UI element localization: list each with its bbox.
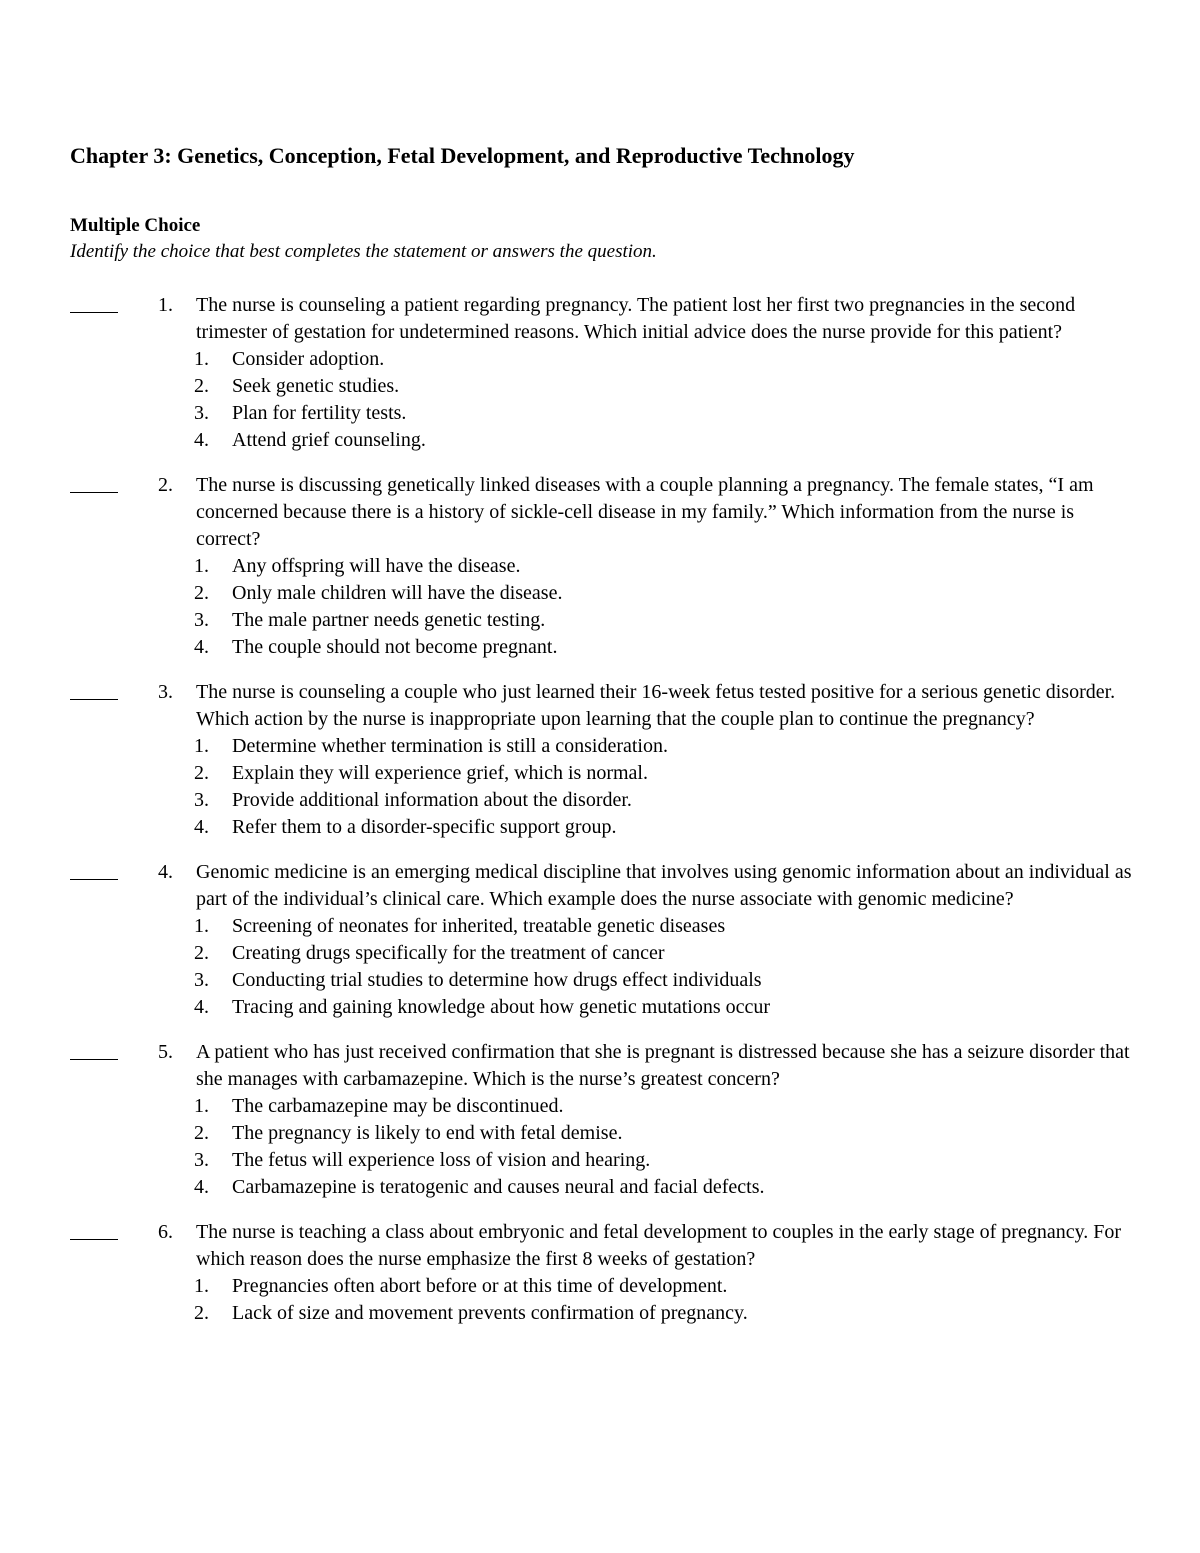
choice-number: 2. — [194, 582, 209, 604]
answer-choice — [194, 787, 1200, 814]
answer-choice — [194, 607, 1200, 634]
choice-text: The male partner needs genetic testing. — [232, 609, 546, 631]
choice-number: 3. — [194, 609, 209, 631]
choice-number: 4. — [194, 1176, 209, 1198]
question-stem: The nurse is discussing genetically linked diseases with a couple planning a pregnancy. The female states, “I am concerned because there is a history of sickle-cell disease in my family.” Which information from the nurse is correct? — [196, 474, 1094, 550]
answer-choice — [194, 427, 1200, 454]
answer-choice — [194, 967, 1200, 994]
choice-number: 1. — [194, 348, 209, 370]
answer-blank[interactable] — [70, 1219, 118, 1240]
question-item — [0, 1039, 1200, 1201]
choice-number: 1. — [194, 735, 209, 757]
answer-choice — [194, 1174, 1200, 1201]
question-item — [0, 472, 1200, 661]
answer-choice — [194, 814, 1200, 841]
question-stem: The nurse is counseling a couple who just learned their 16-week fetus tested positive for a serious genetic disorder. Which action by the nurse is inappropriate upon learning that the couple plan to continue the pregnancy? — [196, 681, 1116, 730]
answer-blank[interactable] — [70, 859, 118, 880]
choice-text: Creating drugs specifically for the treatment of cancer — [232, 942, 665, 964]
choice-number: 2. — [194, 375, 209, 397]
question-list — [0, 292, 1200, 1345]
choice-number: 1. — [194, 555, 209, 577]
answer-choice — [194, 733, 1200, 760]
question-number: 1. — [158, 294, 173, 316]
answer-choice — [194, 994, 1200, 1021]
question-stem: The nurse is teaching a class about embryonic and fetal development to couples in the early stage of pregnancy. For which reason does the nurse emphasize the first 8 weeks of gestation? — [196, 1221, 1122, 1270]
choice-number: 3. — [194, 789, 209, 811]
answer-choice — [194, 1300, 1200, 1327]
choice-text: Pregnancies often abort before or at this time of development. — [232, 1275, 728, 1297]
choice-text: The pregnancy is likely to end with fetal demise. — [232, 1122, 623, 1144]
choice-text: Attend grief counseling. — [232, 429, 426, 451]
choice-list — [0, 913, 1200, 1021]
question-stem: The nurse is counseling a patient regarding pregnancy. The patient lost her first two pregnancies in the second trimester of gestation for undetermined reasons. Which initial advice does the nurse provide for this patient? — [196, 294, 1076, 343]
section-instructions: Identify the choice that best completes the statement or answers the question. — [70, 241, 657, 262]
choice-number: 1. — [194, 1275, 209, 1297]
question-item — [0, 292, 1200, 454]
choice-number: 2. — [194, 942, 209, 964]
choice-number: 2. — [194, 1122, 209, 1144]
choice-list — [0, 346, 1200, 454]
question-item — [0, 859, 1200, 1021]
question-number: 6. — [158, 1221, 173, 1243]
answer-choice — [194, 400, 1200, 427]
answer-choice — [194, 553, 1200, 580]
choice-number: 4. — [194, 816, 209, 838]
answer-choice — [194, 580, 1200, 607]
choice-number: 2. — [194, 762, 209, 784]
choice-text: Explain they will experience grief, which is normal. — [232, 762, 648, 784]
answer-blank[interactable] — [70, 472, 118, 493]
section-heading: Multiple Choice — [70, 215, 201, 236]
answer-choice — [194, 1147, 1200, 1174]
choice-text: Determine whether termination is still a consideration. — [232, 735, 668, 757]
choice-list — [0, 1273, 1200, 1327]
question-number: 5. — [158, 1041, 173, 1063]
choice-text: Carbamazepine is teratogenic and causes neural and facial defects. — [232, 1176, 765, 1198]
answer-choice — [194, 373, 1200, 400]
choice-number: 1. — [194, 915, 209, 937]
question-stem: A patient who has just received confirmation that she is pregnant is distressed because she has a seizure disorder that she manages with carbamazepine. Which is the nurse’s greatest concern? — [196, 1041, 1130, 1090]
choice-list — [0, 733, 1200, 841]
question-number: 4. — [158, 861, 173, 883]
choice-number: 3. — [194, 1149, 209, 1171]
choice-text: Refer them to a disorder-specific support group. — [232, 816, 617, 838]
choice-text: Tracing and gaining knowledge about how genetic mutations occur — [232, 996, 771, 1018]
choice-number: 4. — [194, 636, 209, 658]
choice-text: The fetus will experience loss of vision and hearing. — [232, 1149, 651, 1171]
choice-text: Plan for fertility tests. — [232, 402, 407, 424]
choice-number: 4. — [194, 429, 209, 451]
choice-text: Screening of neonates for inherited, treatable genetic diseases — [232, 915, 726, 937]
answer-choice — [194, 913, 1200, 940]
page-title: Chapter 3: Genetics, Conception, Fetal Development, and Reproductive Technology — [70, 143, 855, 168]
choice-text: Provide additional information about the disorder. — [232, 789, 632, 811]
choice-number: 3. — [194, 402, 209, 424]
choice-list — [0, 553, 1200, 661]
question-item — [0, 1219, 1200, 1327]
choice-list — [0, 1093, 1200, 1201]
choice-number: 4. — [194, 996, 209, 1018]
answer-choice — [194, 346, 1200, 373]
choice-text: Seek genetic studies. — [232, 375, 400, 397]
choice-text: Lack of size and movement prevents confirmation of pregnancy. — [232, 1302, 748, 1324]
question-number: 2. — [158, 474, 173, 496]
choice-number: 2. — [194, 1302, 209, 1324]
question-number: 3. — [158, 681, 173, 703]
answer-choice — [194, 1273, 1200, 1300]
choice-text: Consider adoption. — [232, 348, 385, 370]
answer-blank[interactable] — [70, 679, 118, 700]
choice-number: 1. — [194, 1095, 209, 1117]
answer-choice — [194, 1120, 1200, 1147]
choice-text: The couple should not become pregnant. — [232, 636, 558, 658]
choice-text: Any offspring will have the disease. — [232, 555, 521, 577]
choice-number: 3. — [194, 969, 209, 991]
answer-choice — [194, 760, 1200, 787]
answer-blank[interactable] — [70, 1039, 118, 1060]
question-item — [0, 679, 1200, 841]
question-stem: Genomic medicine is an emerging medical discipline that involves using genomic information about an individual as part of the individual’s clinical care. Which example does the nurse associate with genomic medicine? — [196, 861, 1132, 910]
answer-choice — [194, 634, 1200, 661]
answer-choice — [194, 940, 1200, 967]
choice-text: Only male children will have the disease. — [232, 582, 563, 604]
choice-text: The carbamazepine may be discontinued. — [232, 1095, 564, 1117]
answer-choice — [194, 1093, 1200, 1120]
answer-blank[interactable] — [70, 292, 118, 313]
choice-text: Conducting trial studies to determine how drugs effect individuals — [232, 969, 762, 991]
